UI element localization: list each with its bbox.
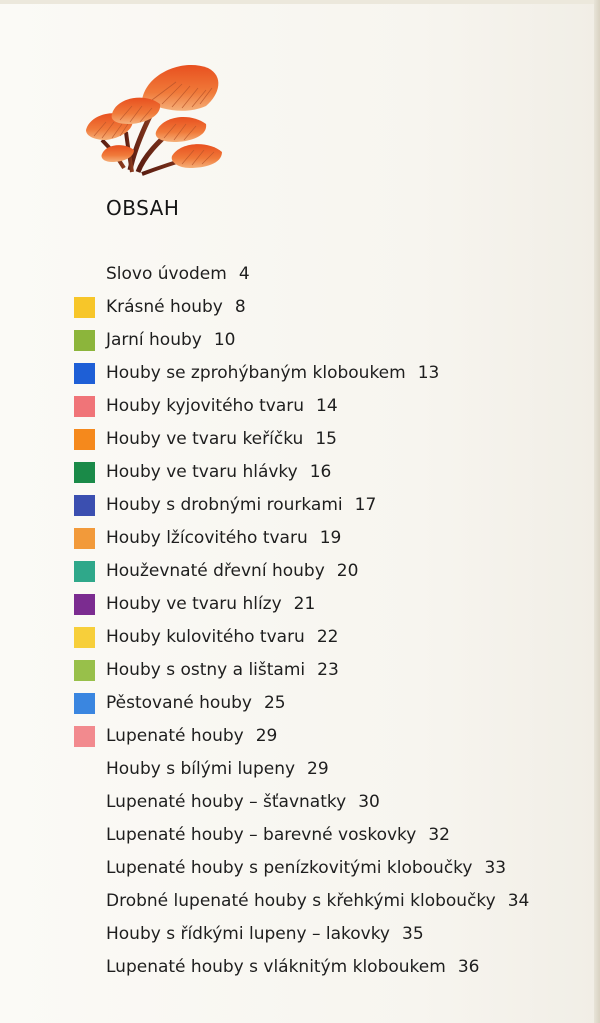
toc-entry-text <box>106 560 358 582</box>
toc-entry <box>0 918 600 951</box>
section-color-swatch <box>74 462 95 483</box>
toc-entry <box>0 720 600 753</box>
toc-entry <box>0 390 600 423</box>
toc-entry <box>0 885 600 918</box>
toc-entry <box>0 786 600 819</box>
toc-entry-page-number: 13 <box>417 363 440 383</box>
toc-entry <box>0 951 600 984</box>
toc-entry-label: Lupenaté houby s penízkovitými kloboučky <box>106 858 473 878</box>
toc-entry-text <box>106 296 246 318</box>
toc-entry-label: Houby s bílými lupeny <box>106 759 296 779</box>
toc-entry-page-number: 25 <box>263 693 286 713</box>
toc-entry-label: Houby ve tvaru hlávky <box>106 462 298 482</box>
section-color-swatch <box>74 297 95 318</box>
toc-entry-label: Houby s drobnými rourkami <box>106 495 343 515</box>
toc-entry-page-number: 34 <box>507 891 530 911</box>
toc-entry-label: Lupenaté houby s vláknitým kloboukem <box>106 957 446 977</box>
toc-entry-page-number: 35 <box>402 924 424 944</box>
toc-entry-page-number: 8 <box>234 297 246 317</box>
toc-entry-label: Houby s ostny a lištami <box>106 660 306 680</box>
toc-entry-label: Houby ve tvaru keříčku <box>106 429 304 449</box>
toc-entry-text <box>106 428 337 450</box>
section-color-swatch <box>74 561 95 582</box>
toc-entry-text <box>106 395 338 417</box>
section-color-swatch <box>74 429 95 450</box>
toc-entry <box>0 687 600 720</box>
toc-entry-page-number: 29 <box>255 726 278 746</box>
toc-entry-text <box>106 263 250 285</box>
toc-entry-text <box>106 956 479 978</box>
toc-entry-label: Lupenaté houby <box>106 726 244 746</box>
toc-entry-page-number: 17 <box>354 495 377 515</box>
toc-entry-text <box>106 494 376 516</box>
toc-entry-page-number: 4 <box>238 264 250 284</box>
toc-entry-label: Houby kulovitého tvaru <box>106 627 305 647</box>
toc-entry-text <box>106 692 286 714</box>
toc-entry-page-number: 10 <box>213 330 236 350</box>
toc-entry-label: Houby se zprohýbaným kloboukem <box>106 363 406 383</box>
toc-entry-page-number: 29 <box>307 759 329 779</box>
toc-entry-text <box>106 626 338 648</box>
toc-entry-page-number: 33 <box>484 858 507 878</box>
toc-entry-text <box>106 362 439 384</box>
toc-entry-text <box>106 824 450 846</box>
section-color-swatch <box>74 396 95 417</box>
toc-entry-text <box>106 923 424 945</box>
mushroom-cluster-illustration <box>72 52 232 182</box>
toc-entry-label: Lupenaté houby – barevné voskovky <box>106 825 417 845</box>
toc-entry <box>0 819 600 852</box>
toc-entry <box>0 489 600 522</box>
section-color-swatch <box>74 660 95 681</box>
toc-entry-text <box>106 890 529 912</box>
toc-entry-page-number: 36 <box>457 957 480 977</box>
toc-entry <box>0 852 600 885</box>
toc-entry <box>0 753 600 786</box>
section-color-swatch <box>74 693 95 714</box>
section-color-swatch <box>74 594 95 615</box>
toc-entry-label: Jarní houby <box>106 330 202 350</box>
toc-entry-page-number: 15 <box>315 429 337 449</box>
toc-entry-page-number: 30 <box>358 792 380 812</box>
toc-entry <box>0 555 600 588</box>
section-color-swatch <box>74 528 95 549</box>
toc-entry-page-number: 20 <box>336 561 359 581</box>
toc-entry-label: Slovo úvodem <box>106 264 227 284</box>
section-color-swatch <box>74 726 95 747</box>
toc-entry-text <box>106 329 235 351</box>
toc-entry <box>0 357 600 390</box>
toc-entry-page-number: 16 <box>309 462 332 482</box>
section-color-swatch <box>74 495 95 516</box>
section-color-swatch <box>74 330 95 351</box>
toc-entry-text <box>106 791 380 813</box>
toc-entry-text <box>106 857 506 879</box>
toc-entry <box>0 258 600 291</box>
section-color-swatch <box>74 363 95 384</box>
toc-entry-label: Houby ve tvaru hlízy <box>106 594 282 614</box>
toc-entry-label: Houževnaté dřevní houby <box>106 561 325 581</box>
toc-entry <box>0 423 600 456</box>
toc-entry-text <box>106 758 329 780</box>
toc-entry-label: Houby s řídkými lupeny – lakovky <box>106 924 390 944</box>
toc-entry-text <box>106 461 331 483</box>
toc-entry-page-number: 32 <box>428 825 450 845</box>
toc-entry-text <box>106 725 277 747</box>
toc-entry-label: Houby lžícovitého tvaru <box>106 528 308 548</box>
toc-entry-page-number: 21 <box>293 594 316 614</box>
toc-entry-page-number: 19 <box>319 528 342 548</box>
toc-entry-page-number: 23 <box>317 660 339 680</box>
toc-entry <box>0 456 600 489</box>
toc-entry <box>0 291 600 324</box>
toc-entry <box>0 621 600 654</box>
toc-entry-text <box>106 527 341 549</box>
toc-entry-label: Lupenaté houby – šťavnatky <box>106 792 347 812</box>
toc-entry <box>0 522 600 555</box>
toc-entry-text <box>106 659 339 681</box>
toc-entry-page-number: 14 <box>316 396 338 416</box>
toc-entry-text <box>106 593 315 615</box>
section-color-swatch <box>74 627 95 648</box>
page-top-edge <box>0 0 600 4</box>
page-title: OBSAH <box>106 196 180 220</box>
toc-entry-label: Pěstované houby <box>106 693 252 713</box>
toc-entry <box>0 324 600 357</box>
toc-entry <box>0 588 600 621</box>
toc-entry-label: Houby kyjovitého tvaru <box>106 396 305 416</box>
toc-entry-label: Krásné houby <box>106 297 223 317</box>
toc-entry-label: Drobné lupenaté houby s křehkými kloboučky <box>106 891 496 911</box>
toc-entry-page-number: 22 <box>316 627 339 647</box>
toc-entry <box>0 654 600 687</box>
